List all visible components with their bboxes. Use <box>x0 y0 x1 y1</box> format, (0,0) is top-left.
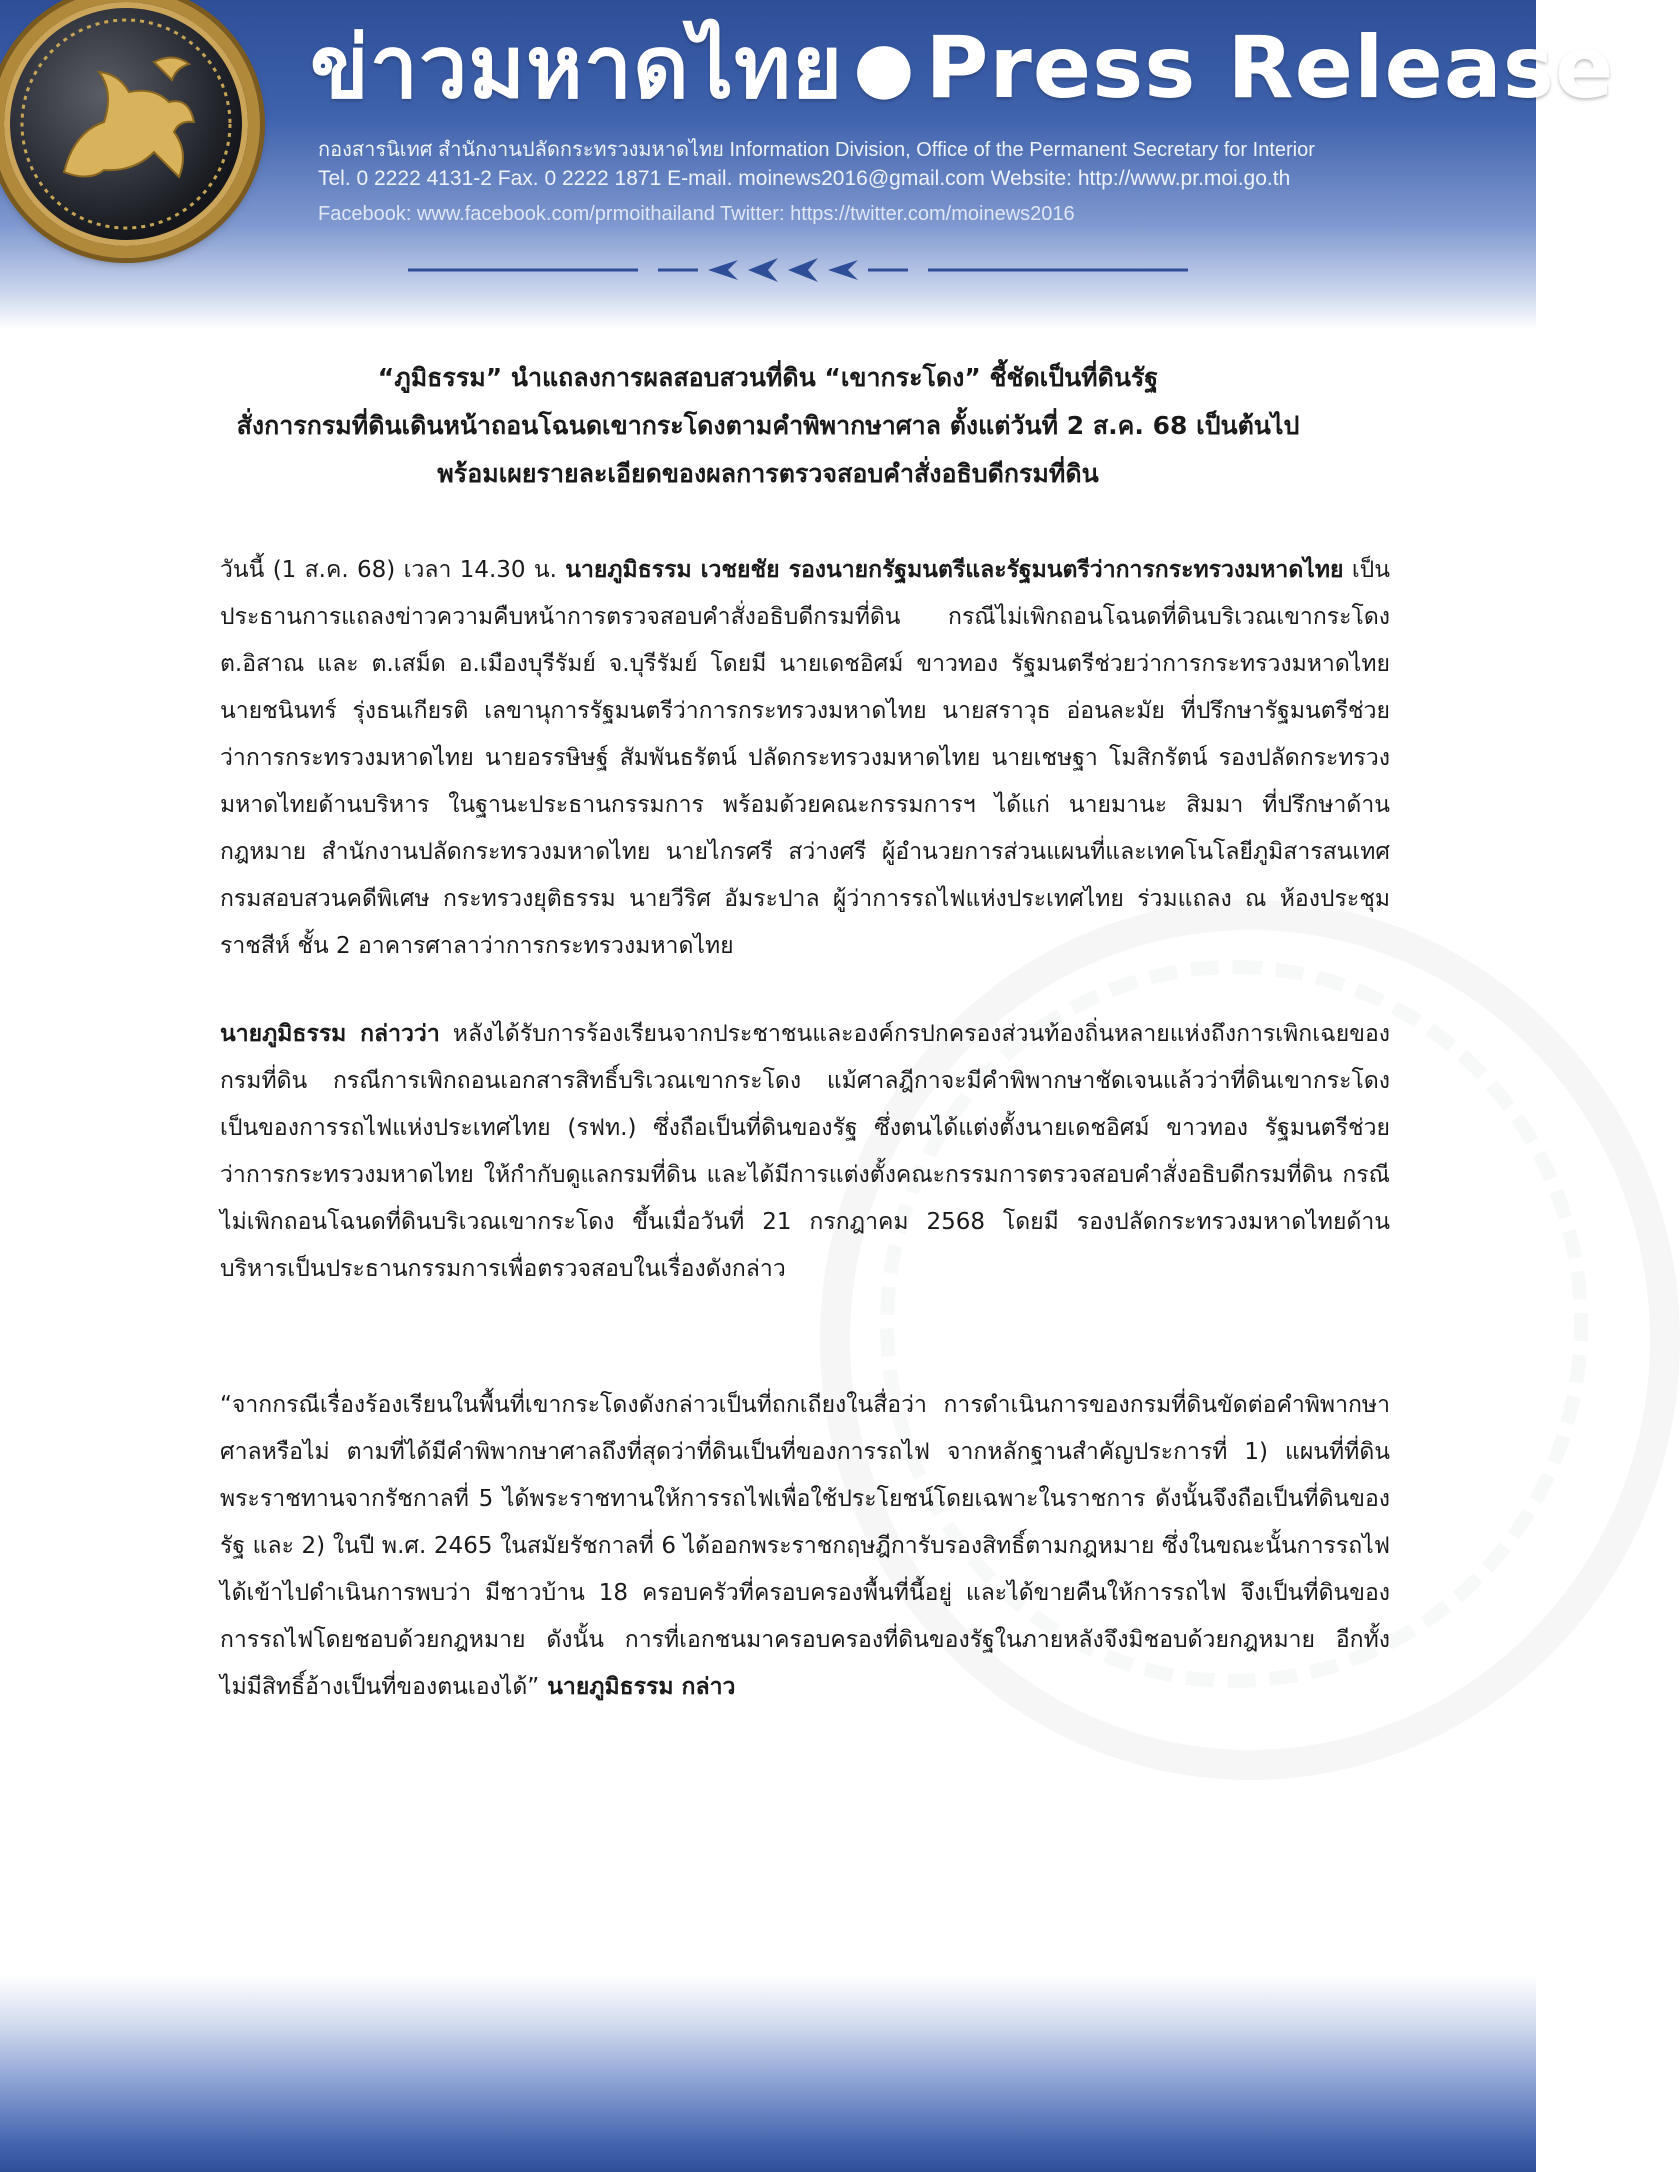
p1-rest: เป็นประธานการแถลงข่าวความคืบหน้าการตรวจสอบคำสั่งอธิบดีกรมที่ดิน กรณีไม่เพิกถอนโฉนดที่ดินบริเวณเขากระโดง ต.อิสาณ และ ต.เสม็ด อ.เมืองบุรีรัมย์ จ.บุรีรัมย์ โดยมี นายเดชอิศม์ ขาวทอง รัฐมนตรีช่วยว่าการกระทรวงมหาดไทย นายชนินทร์ รุ่งธนเกียรติ เลขานุการรัฐมนตรีว่าการกระทรวงมหาดไทย นายสราวุธ อ่อนละมัย ที่ปรึกษารัฐมนตรีช่วยว่าการกระทรวงมหาดไทย นายอรรษิษฐ์ สัมพันธรัตน์ ปลัดกระทรวงมหาดไทย นายเชษฐา โมสิกรัตน์ รองปลัดกระทรวงมหาดไทยด้านบริหาร ในฐานะประธานกรรมการ พร้อมด้วยคณะกรรมการฯ ได้แก่ นายมานะ สิมมา ที่ปรึกษาด้านกฎหมาย สำนักงานปลัดกระทรวงมหาดไทย นายไกรศรี สว่างศรี ผู้อำนวยการส่วนแผนที่และเทคโนโลยีภูมิสารสนเทศ กรมสอบสวนคดีพิเศษ กระทรวงยุติธรรม นายวีริศ อัมระปาล ผู้ว่าการรถไฟแห่งประเทศไทย ร่วมแถลง ณ ห้องประชุมราชสีห์ ชั้น 2 อาคารศาลาว่าการกระทรวงมหาดไทย <box>220 557 1391 959</box>
p3-quote: “จากกรณีเรื่องร้องเรียนในพื้นที่เขากระโดงดังกล่าวเป็นที่ถกเถียงในสื่อว่า การดำเนินการของกรมที่ดินขัดต่อคำพิพากษาศาลหรือไม่ ตามที่ได้มีคำพิพากษาศาลถึงที่สุดว่าที่ดินเป็นที่ของการรถไฟ จากหลักฐานสำคัญประการที่ 1) แผนที่ที่ดินพระราชทานจากรัชกาลที่ 5 ได้พระราชทานให้การรถไฟเพื่อใช้ประโยชน์โดยเฉพาะในราชการ ดังนั้นจึงถือเป็นที่ดินของรัฐ และ 2) ในปี พ.ศ. 2465 ในสมัยรัชกาลที่ 6 ได้ออกพระราชกฤษฎีการับรองสิทธิ์ตามกฎหมาย ซึ่งในขณะนั้นการรถไฟได้เข้าไปดำเนินการพบว่า มีชาวบ้าน 18 ครอบครัวที่ครอบครองพื้นที่นี้อยู่ และได้ขายคืนให้การรถไฟ จึงเป็นที่ดินของการรถไฟโดยชอบด้วยกฎหมาย ดังนั้น การที่เอกชนมาครอบครองที่ดินของรัฐในภายหลังจึงมิชอบด้วยกฎหมาย อีกทั้งไม่มีสิทธิ์อ้างเป็นที่ของตนเองได้” <box>220 1392 1390 1700</box>
footer-band <box>0 1975 1536 2172</box>
ministry-seal-logo <box>0 0 260 258</box>
p1-lead: วันนี้ (1 ส.ค. 68) เวลา 14.30 น. <box>220 557 566 583</box>
masthead-title <box>310 12 1614 123</box>
paragraph-2 <box>220 1011 1390 1293</box>
p2-rest: หลังได้รับการร้องเรียนจากประชาชนและองค์กรปกครองส่วนท้องถิ่นหลายแห่งถึงการเพิกเฉยของกรมที่ดิน กรณีการเพิกถอนเอกสารสิทธิ์บริเวณเขากระโดง แม้ศาลฎีกาจะมีคำพิพากษาชัดเจนแล้วว่าที่ดินเขากระโดงเป็นของการรถไฟแห่งประเทศไทย (รฟท.) ซึ่งถือเป็นที่ดินของรัฐ ซึ่งตนได้แต่งตั้งนายเดชอิศม์ ขาวทอง รัฐมนตรีช่วยว่าการกระทรวงมหาดไทย ให้กำกับดูแลกรมที่ดิน และได้มีการแต่งตั้งคณะกรรมการตรวจสอบคำสั่งอธิบดีกรมที่ดิน กรณีไม่เพิกถอนโฉนดที่ดินบริเวณเขากระโดง ขึ้นเมื่อวันที่ 21 กรกฎาคม 2568 โดยมี รองปลัดกระทรวงมหาดไทยด้านบริหารเป็นประธานกรรมการเพื่อตรวจสอบในเรื่องดังกล่าว <box>220 1021 1390 1282</box>
p1-bold-name: นายภูมิธรรม เวชยชัย รองนายกรัฐมนตรีและรัฐมนตรีว่าการกระทรวงมหาดไทย <box>565 557 1344 583</box>
title-line-2: สั่งการกรมที่ดินเดินหน้าถอนโฉนดเขากระโดงตามคำพิพากษาศาล ตั้งแต่วันที่ 2 ส.ค. 68 เป็นต้นไป <box>236 411 1300 440</box>
p2-bold-lead: นายภูมิธรรม กล่าวว่า <box>220 1021 440 1047</box>
paragraph-3-quote <box>220 1382 1390 1711</box>
header-contact-line: Tel. 0 2222 4131-2 Fax. 0 2222 1871 E-mail. moinews2016@gmail.com Website: http://www.pr.moi.go.th <box>318 167 1291 190</box>
header-division-line: กองสารนิเทศ สำนักงานปลัดกระทรวงมหาดไทย Information Division, Office of the Permanent Secretary for Interior <box>318 139 1315 161</box>
ornament-divider-icon <box>408 254 1188 286</box>
bullet-icon: ● <box>853 26 916 108</box>
masthead-english: Press Release <box>925 18 1615 118</box>
press-title <box>110 354 1426 498</box>
title-line-1: “ภูมิธรรม” นำแถลงการผลสอบสวนที่ดิน “เขากระโดง” ชี้ชัดเป็นที่ดินรัฐ <box>377 363 1159 392</box>
press-release-header <box>0 0 1615 330</box>
p3-attribution: นายภูมิธรรม กล่าว <box>539 1674 736 1700</box>
paragraph-1 <box>220 547 1390 970</box>
header-social-line: Facebook: www.facebook.com/prmoithailand Twitter: https://twitter.com/moinews2016 <box>318 203 1075 225</box>
title-line-3: พร้อมเผยรายละเอียดของผลการตรวจสอบคำสั่งอธิบดีกรมที่ดิน <box>437 459 1099 488</box>
masthead-thai: ข่าวมหาดไทย <box>310 18 844 118</box>
